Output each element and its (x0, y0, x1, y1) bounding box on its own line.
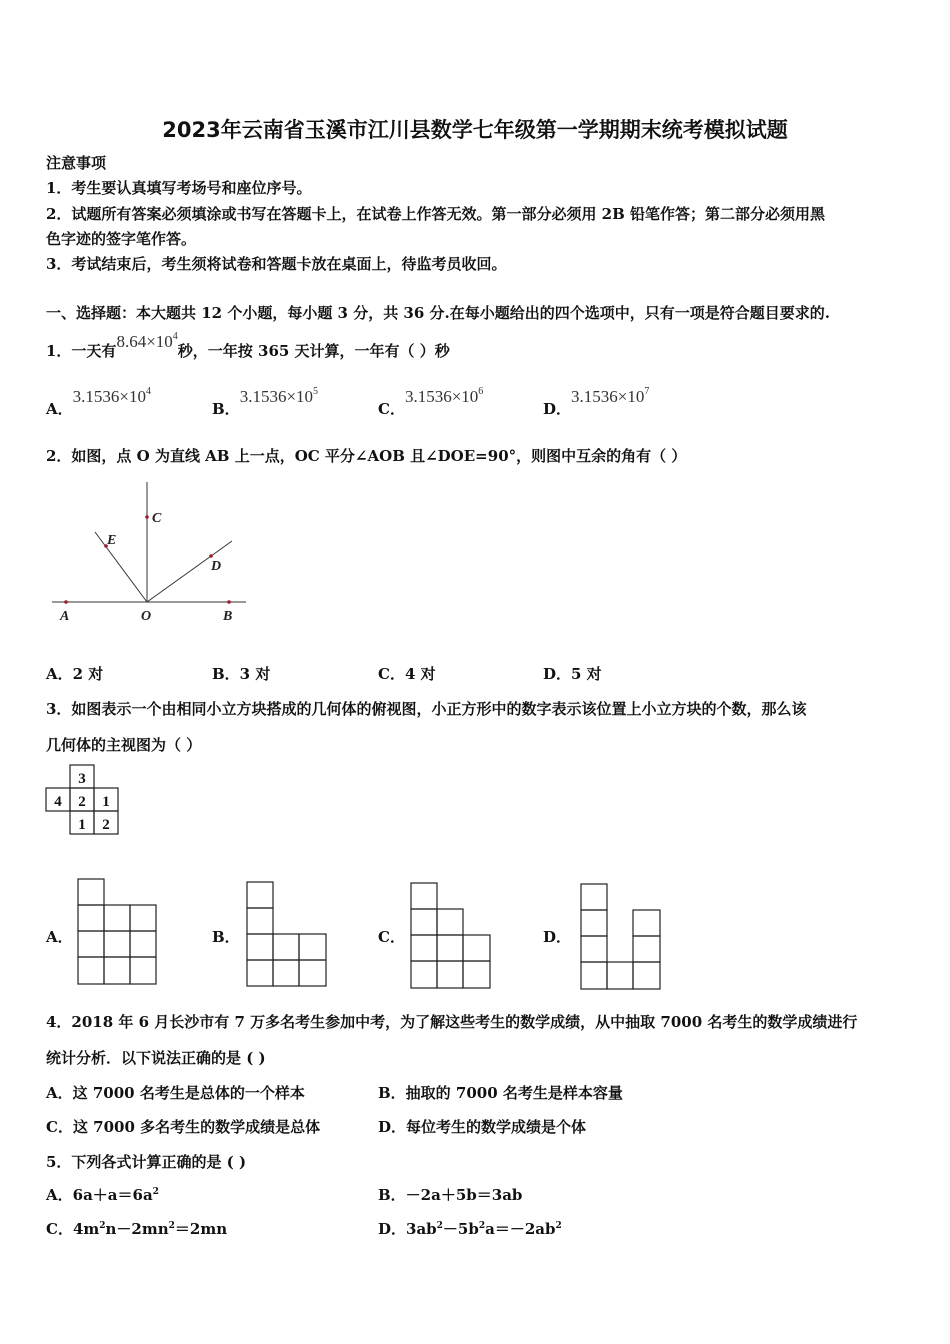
label-d: D (211, 559, 222, 574)
q5-option-c[interactable]: C．$4m^2n-2mn^2=2mn$ (46, 1220, 228, 1238)
q3-option-b[interactable]: B． (212, 928, 240, 946)
notice-heading: 注意事项 (46, 154, 107, 172)
q1-option-c[interactable]: C．$3.1536\times 10^6$ (378, 386, 484, 418)
q1-value: $8.64\times 10^4$ (116, 331, 178, 351)
label-e: E (107, 533, 117, 548)
question-4-line2: 统计分析．以下说法正确的是 ( ) (46, 1049, 266, 1067)
q4-option-d[interactable]: D．每位考生的数学成绩是个体 (378, 1118, 587, 1136)
question-3-line2: 几何体的主视图为（ ） (46, 736, 202, 754)
section-heading: 一、选择题：本大题共 12 个小题，每小题 3 分，共 36 分.在每小题给出的四个选项中，只有一项是符合题目要求的. (46, 304, 830, 322)
notice-item: 3．考试结束后，考生须将试卷和答题卡放在桌面上，待监考员收回。 (46, 255, 507, 273)
label-a: A (60, 609, 70, 624)
q4-option-b[interactable]: B．抽取的 7000 名考生是样本容量 (378, 1084, 623, 1102)
q1-prefix: 1．一天有 (46, 342, 117, 360)
q3-option-c[interactable]: C． (378, 928, 405, 946)
page-title: 2023年云南省玉溪市江川县数学七年级第一学期期末统考模拟试题 (162, 118, 788, 142)
q1-suffix: 秒，一年按 365 天计算，一年有（ ）秒 (177, 342, 450, 360)
question-2: 2．如图，点 O 为直线 AB 上一点，OC 平分∠AOB 且∠DOE=90°，则图中互余的角有（ ） (46, 447, 687, 465)
notice-item: 色字迹的签字笔作答。 (46, 230, 197, 248)
label-c: C (152, 511, 162, 526)
question-4-line1: 4．2018 年 6 月长沙市有 7 万多名考生参加中考，为了解这些考生的数学成绩，从中抽取 7000 名考生的数学成绩进行 (46, 1013, 858, 1031)
grid-cell-number: 3 (78, 771, 86, 787)
q3-option-a[interactable]: A． (46, 928, 73, 946)
grid-cell-number: 1 (102, 794, 110, 810)
q5-option-b[interactable]: B．－2a＋5b＝3ab (378, 1186, 523, 1204)
grid-cell-number: 2 (102, 817, 110, 833)
grid-cell-number: 1 (78, 817, 86, 833)
q2-option-d[interactable]: D．5 对 (543, 665, 602, 683)
grid-cell-number: 2 (78, 794, 86, 810)
q4-option-c[interactable]: C．这 7000 多名考生的数学成绩是总体 (46, 1118, 321, 1136)
q3-option-a-view (78, 879, 156, 984)
q5-option-a[interactable]: A．$6a+a=6a^2$ (46, 1186, 159, 1204)
q3-option-d-view (581, 884, 660, 989)
q2-option-b[interactable]: B．3 对 (212, 665, 271, 683)
grid-cell-number: 4 (54, 794, 62, 810)
q2-option-c[interactable]: C．4 对 (378, 665, 436, 683)
q5-option-d[interactable]: D．$3ab^2-5b^2a=-2ab^2$ (378, 1220, 562, 1238)
q1-option-b[interactable]: B．$3.1536\times 10^5$ (212, 386, 319, 418)
q1-option-d[interactable]: D．$3.1536\times 10^7$ (543, 386, 650, 418)
q2-option-a[interactable]: A．2 对 (46, 665, 104, 683)
label-o: O (141, 609, 152, 624)
question-3-line1: 3．如图表示一个由相同小立方块搭成的几何体的俯视图，小正方形中的数字表示该位置上小立方块的个数，那么该 (46, 700, 807, 718)
q1-option-a[interactable]: A．$3.1536\times 10^4$ (46, 386, 151, 418)
q4-option-a[interactable]: A．这 7000 名考生是总体的一个样本 (46, 1084, 305, 1102)
notice-item: 1．考生要认真填写考场号和座位序号。 (46, 179, 312, 197)
question-5: 5．下列各式计算正确的是 ( ) (46, 1153, 247, 1171)
q3-option-c-view (411, 883, 490, 988)
q3-option-d[interactable]: D． (543, 928, 572, 946)
q3-option-b-view (247, 882, 326, 986)
label-b: B (223, 609, 233, 624)
notice-item: 2．试题所有答案必须填涂或书写在答题卡上，在试卷上作答无效。第一部分必须用 2B 铅笔作答；第二部分必须用黑 (46, 205, 826, 223)
